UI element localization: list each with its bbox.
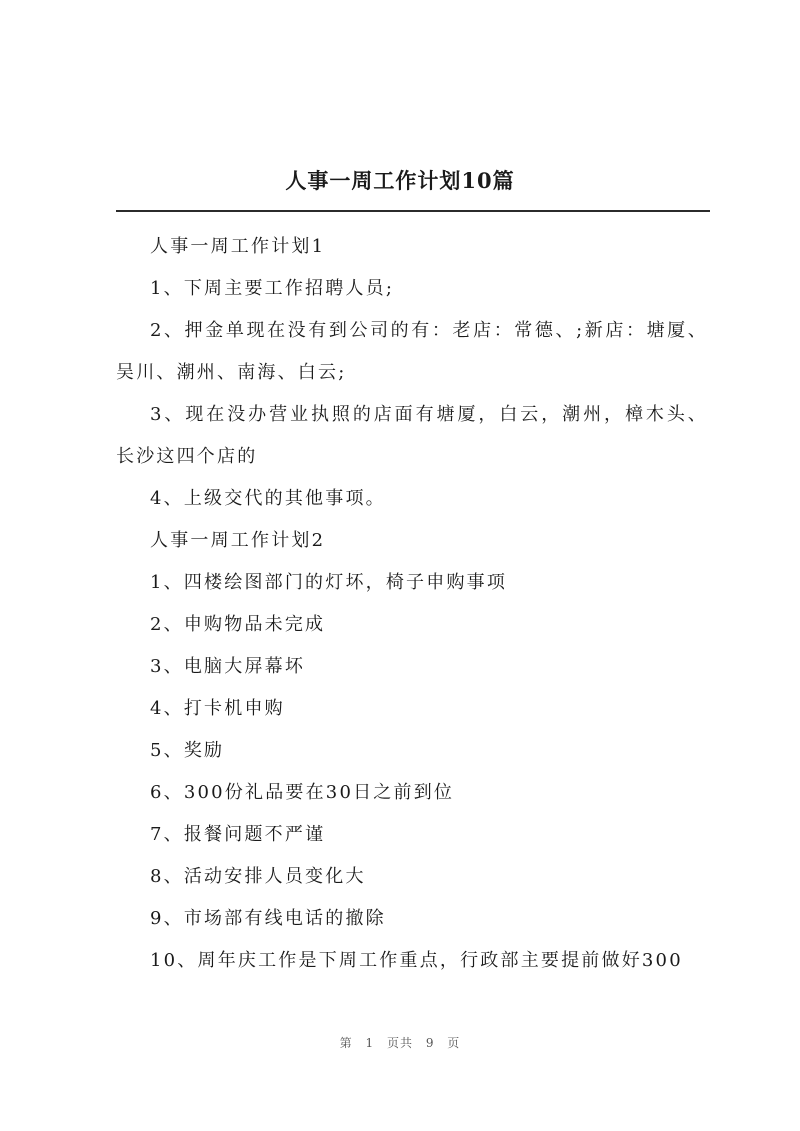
paragraph: 4、上级交代的其他事项。 <box>150 488 386 509</box>
paragraph: 2、押金单现在没有到公司的有：老店：常德、;新店：塘厦、吴川、潮州、南海、白云; <box>116 320 708 383</box>
paragraph: 10、周年庆工作是下周工作重点，行政部主要提前做好300 <box>150 950 683 971</box>
title-divider <box>116 210 710 212</box>
footer-page-number: 1 <box>365 1036 375 1050</box>
paragraph-plan-2-heading: 人事一周工作计划2 <box>150 530 326 551</box>
paragraph: 4、打卡机申购 <box>150 698 285 719</box>
footer-middle: 页共 <box>386 1036 413 1050</box>
paragraph: 6、300份礼品要在30日之前到位 <box>150 782 455 803</box>
paragraph: 1、四楼绘图部门的灯坏，椅子申购事项 <box>150 572 508 593</box>
paragraph: 3、现在没办营业执照的店面有塘厦，白云，潮州，樟木头、长沙这四个店的 <box>116 404 708 467</box>
paragraph: 2、申购物品未完成 <box>150 614 326 635</box>
footer-suffix: 页 <box>447 1036 461 1050</box>
document-body <box>116 226 708 982</box>
paragraph: 3、电脑大屏幕坏 <box>150 656 306 677</box>
document-title: 人事一周工作计划10篇 <box>285 168 515 193</box>
paragraph: 8、活动安排人员变化大 <box>150 866 366 887</box>
page-footer <box>0 1034 800 1051</box>
footer-total-pages: 9 <box>425 1036 435 1050</box>
paragraph: 1、下周主要工作招聘人员; <box>150 278 395 299</box>
paragraph: 9、市场部有线电话的撤除 <box>150 908 386 929</box>
paragraph: 7、报餐问题不严谨 <box>150 824 326 845</box>
paragraph-plan-1-heading: 人事一周工作计划1 <box>150 236 326 257</box>
footer-prefix: 第 <box>339 1036 353 1050</box>
paragraph: 5、奖励 <box>150 740 225 761</box>
